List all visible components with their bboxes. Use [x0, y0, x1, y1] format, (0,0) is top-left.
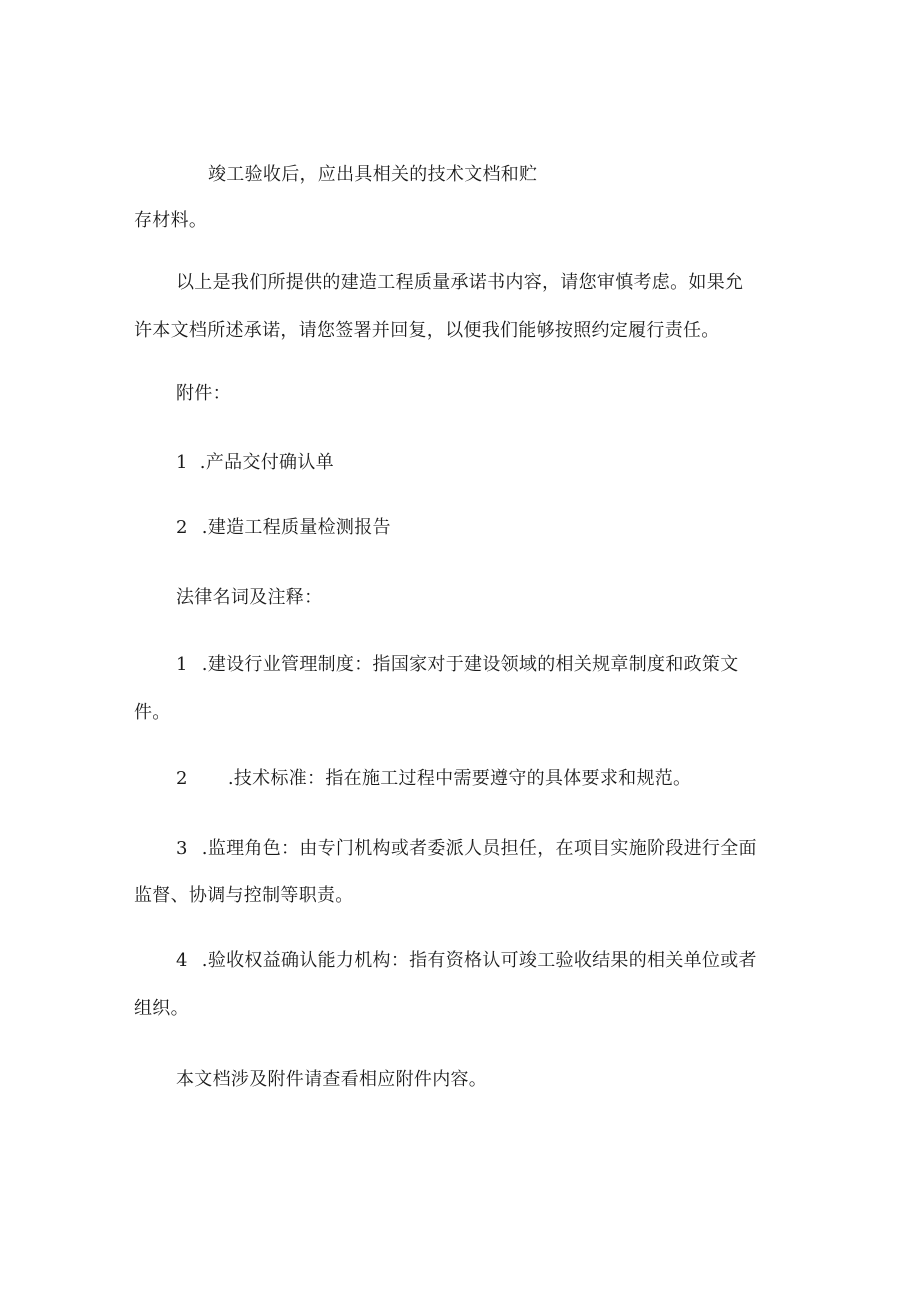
legal-item-1-line-2: 件。 [134, 702, 171, 723]
legal-item-3-number: 3 [176, 838, 188, 859]
legal-item-2-line-1 [176, 768, 691, 790]
legal-item-4-number: 4 [176, 950, 188, 971]
attachments-heading: 附件： [176, 383, 231, 404]
legal-item-2-number: 2 [176, 768, 188, 789]
legal-item-3-line-2: 监督、协调与控制等职责。 [134, 885, 354, 906]
legal-item-1-text: .建设行业管理制度：指国家对于建设领域的相关规章制度和政策文 [201, 654, 739, 675]
attachment-item-2-number: 2 [176, 517, 188, 538]
legal-item-4-line-2: 组织。 [134, 998, 189, 1019]
paragraph-1-line-1: 竣工验收后，应出具相关的技术文档和贮 [208, 164, 538, 185]
legal-item-4-line-1 [176, 950, 757, 972]
attachment-item-1-number: 1 [176, 452, 188, 473]
attachment-item-2-text: .建造工程质量检测报告 [201, 517, 391, 538]
paragraph-1-line-2: 存材料。 [134, 210, 208, 231]
attachment-item-2 [176, 517, 391, 539]
closing-note: 本文档涉及附件请查看相应附件内容。 [176, 1069, 488, 1090]
legal-item-1-number: 1 [176, 654, 188, 675]
paragraph-2-line-2: 许本文档所述承诺，请您签署并回复，以便我们能够按照约定履行责任。 [134, 320, 720, 341]
legal-item-3-text: .监理角色：由专门机构或者委派人员担任，在项目实施阶段进行全面 [201, 838, 757, 859]
legal-item-1-line-1 [176, 654, 739, 676]
paragraph-2-line-1: 以上是我们所提供的建造工程质量承诺书内容，请您审慎考虑。如果允 [176, 272, 744, 293]
legal-terms-heading: 法律名词及注释： [176, 587, 323, 608]
attachment-item-1 [176, 452, 334, 474]
legal-item-4-text: .验收权益确认能力机构：指有资格认可竣工验收结果的相关单位或者 [201, 950, 757, 971]
legal-item-3-line-1 [176, 838, 757, 860]
attachment-item-1-text: .产品交付确认单 [199, 452, 334, 473]
legal-item-2-text: .技术标准：指在施工过程中需要遵守的具体要求和规范。 [227, 768, 692, 789]
